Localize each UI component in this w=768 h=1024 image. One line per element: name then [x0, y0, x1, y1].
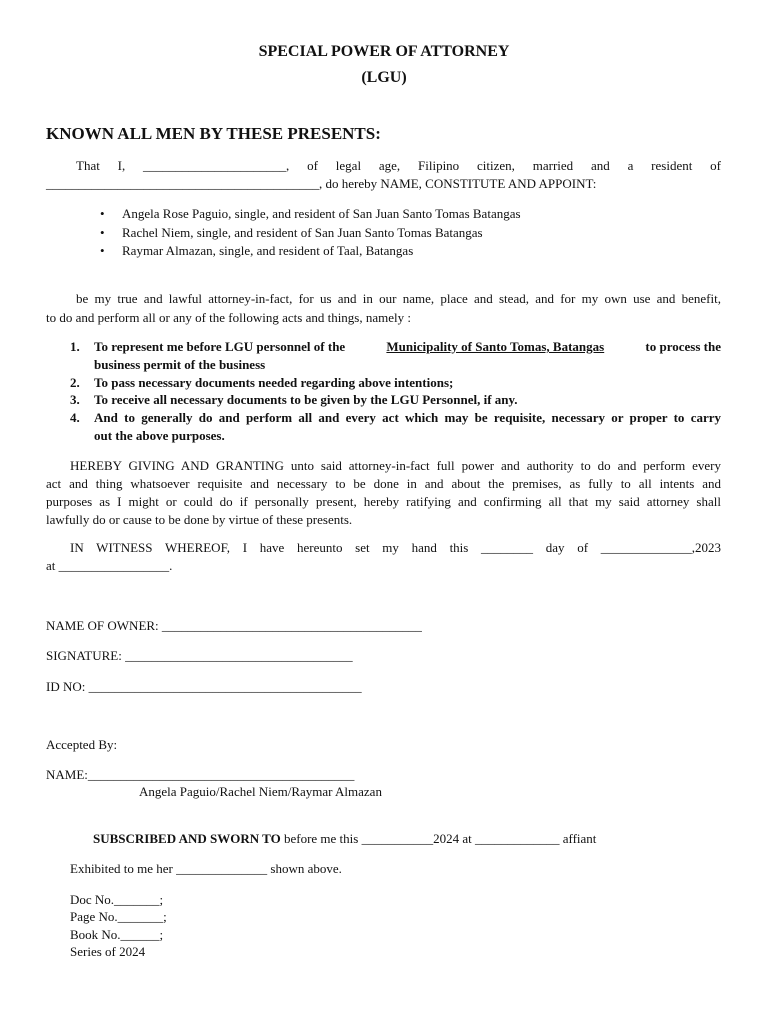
act-number: 2.	[70, 375, 80, 390]
act-1-text-end: to process the	[645, 339, 721, 354]
accepted-names: Angela Paguio/Rachel Niem/Raymar Almazan	[139, 784, 382, 799]
purpose-line-1: be my true and lawful attorney-in-fact, for us and in our name, place and stead, and for my own use and benefit,	[76, 291, 721, 306]
act-4-line-2: out the above purposes.	[94, 428, 225, 443]
act-2: To pass necessary documents needed regarding above intentions;	[94, 375, 454, 390]
act-number: 3.	[70, 392, 80, 407]
act-4-line-1: And to generally do and perform all and every act which may be requisite, necessary or proper to carry	[94, 410, 721, 425]
attorney-list	[96, 205, 521, 261]
sworn-rest-text: before me this ___________2024 at _____________ affiant	[280, 831, 597, 846]
sworn-bold-text: SUBSCRIBED AND SWORN TO	[93, 831, 281, 846]
granting-line-2: act and thing whatsoever requisite and necessary to be done in and about the premises, as fully to all intents and	[46, 476, 721, 491]
owner-name-field: NAME OF OWNER: ________________________________________	[46, 618, 422, 633]
heading-known-all-men: KNOWN ALL MEN BY THESE PRESENTS:	[46, 124, 381, 143]
act-number: 1.	[70, 339, 80, 354]
doc-no: Doc No._______;	[70, 892, 164, 907]
granting-line-1: HEREBY GIVING AND GRANTING unto said attorney-in-fact full power and authority to do and perform every	[70, 458, 721, 473]
exhibited-line: Exhibited to me her ______________ shown above.	[70, 861, 342, 876]
owner-signature-field: SIGNATURE: ___________________________________	[46, 648, 353, 663]
list-item: • Angela Rose Paguio, single, and resident of San Juan Santo Tomas Batangas	[96, 205, 521, 224]
page-no: Page No._______;	[70, 909, 167, 924]
list-item: • Raymar Almazan, single, and resident of Taal, Batangas	[96, 242, 521, 261]
granting-line-4: lawfully do or cause to be done by virtue of these presents.	[46, 512, 353, 527]
book-no: Book No.______;	[70, 927, 164, 942]
act-1-line-1	[94, 339, 721, 355]
act-1-text: To represent me before LGU personnel of the	[94, 339, 346, 354]
act-1-line-2: business permit of the business	[94, 357, 266, 372]
act-3: To receive all necessary documents to be given by the LGU Personnel, if any.	[94, 392, 518, 407]
purpose-line-2: to do and perform all or any of the following acts and things, namely :	[46, 310, 411, 325]
document-subtitle: (LGU)	[361, 69, 407, 86]
sworn-line	[93, 831, 596, 847]
intro-line-1: That I, ______________________, of legal age, Filipino citizen, married and a resident of	[76, 158, 721, 173]
witness-line-2: at _________________.	[46, 558, 173, 573]
document-title: SPECIAL POWER OF ATTORNEY	[258, 43, 510, 60]
intro-line-2: __________________________________________, do hereby NAME, CONSTITUTE AND APPOINT:	[46, 176, 597, 191]
act-number: 4.	[70, 410, 80, 425]
granting-line-3: purposes as I might or could do if personally present, hereby ratifying and confirming all that my said attorney shall	[46, 494, 721, 509]
series: Series of 2024	[70, 944, 146, 959]
accepted-by-label: Accepted By:	[46, 737, 118, 752]
owner-id-field: ID NO: __________________________________________	[46, 679, 362, 694]
municipality-name: Municipality of Santo Tomas, Batangas	[386, 339, 605, 354]
witness-line-1: IN WITNESS WHEREOF, I have hereunto set my hand this ________ day of ______________,2023	[70, 540, 721, 555]
accepted-name-field: NAME:_________________________________________	[46, 767, 355, 782]
list-item: • Rachel Niem, single, and resident of San Juan Santo Tomas Batangas	[96, 224, 521, 243]
